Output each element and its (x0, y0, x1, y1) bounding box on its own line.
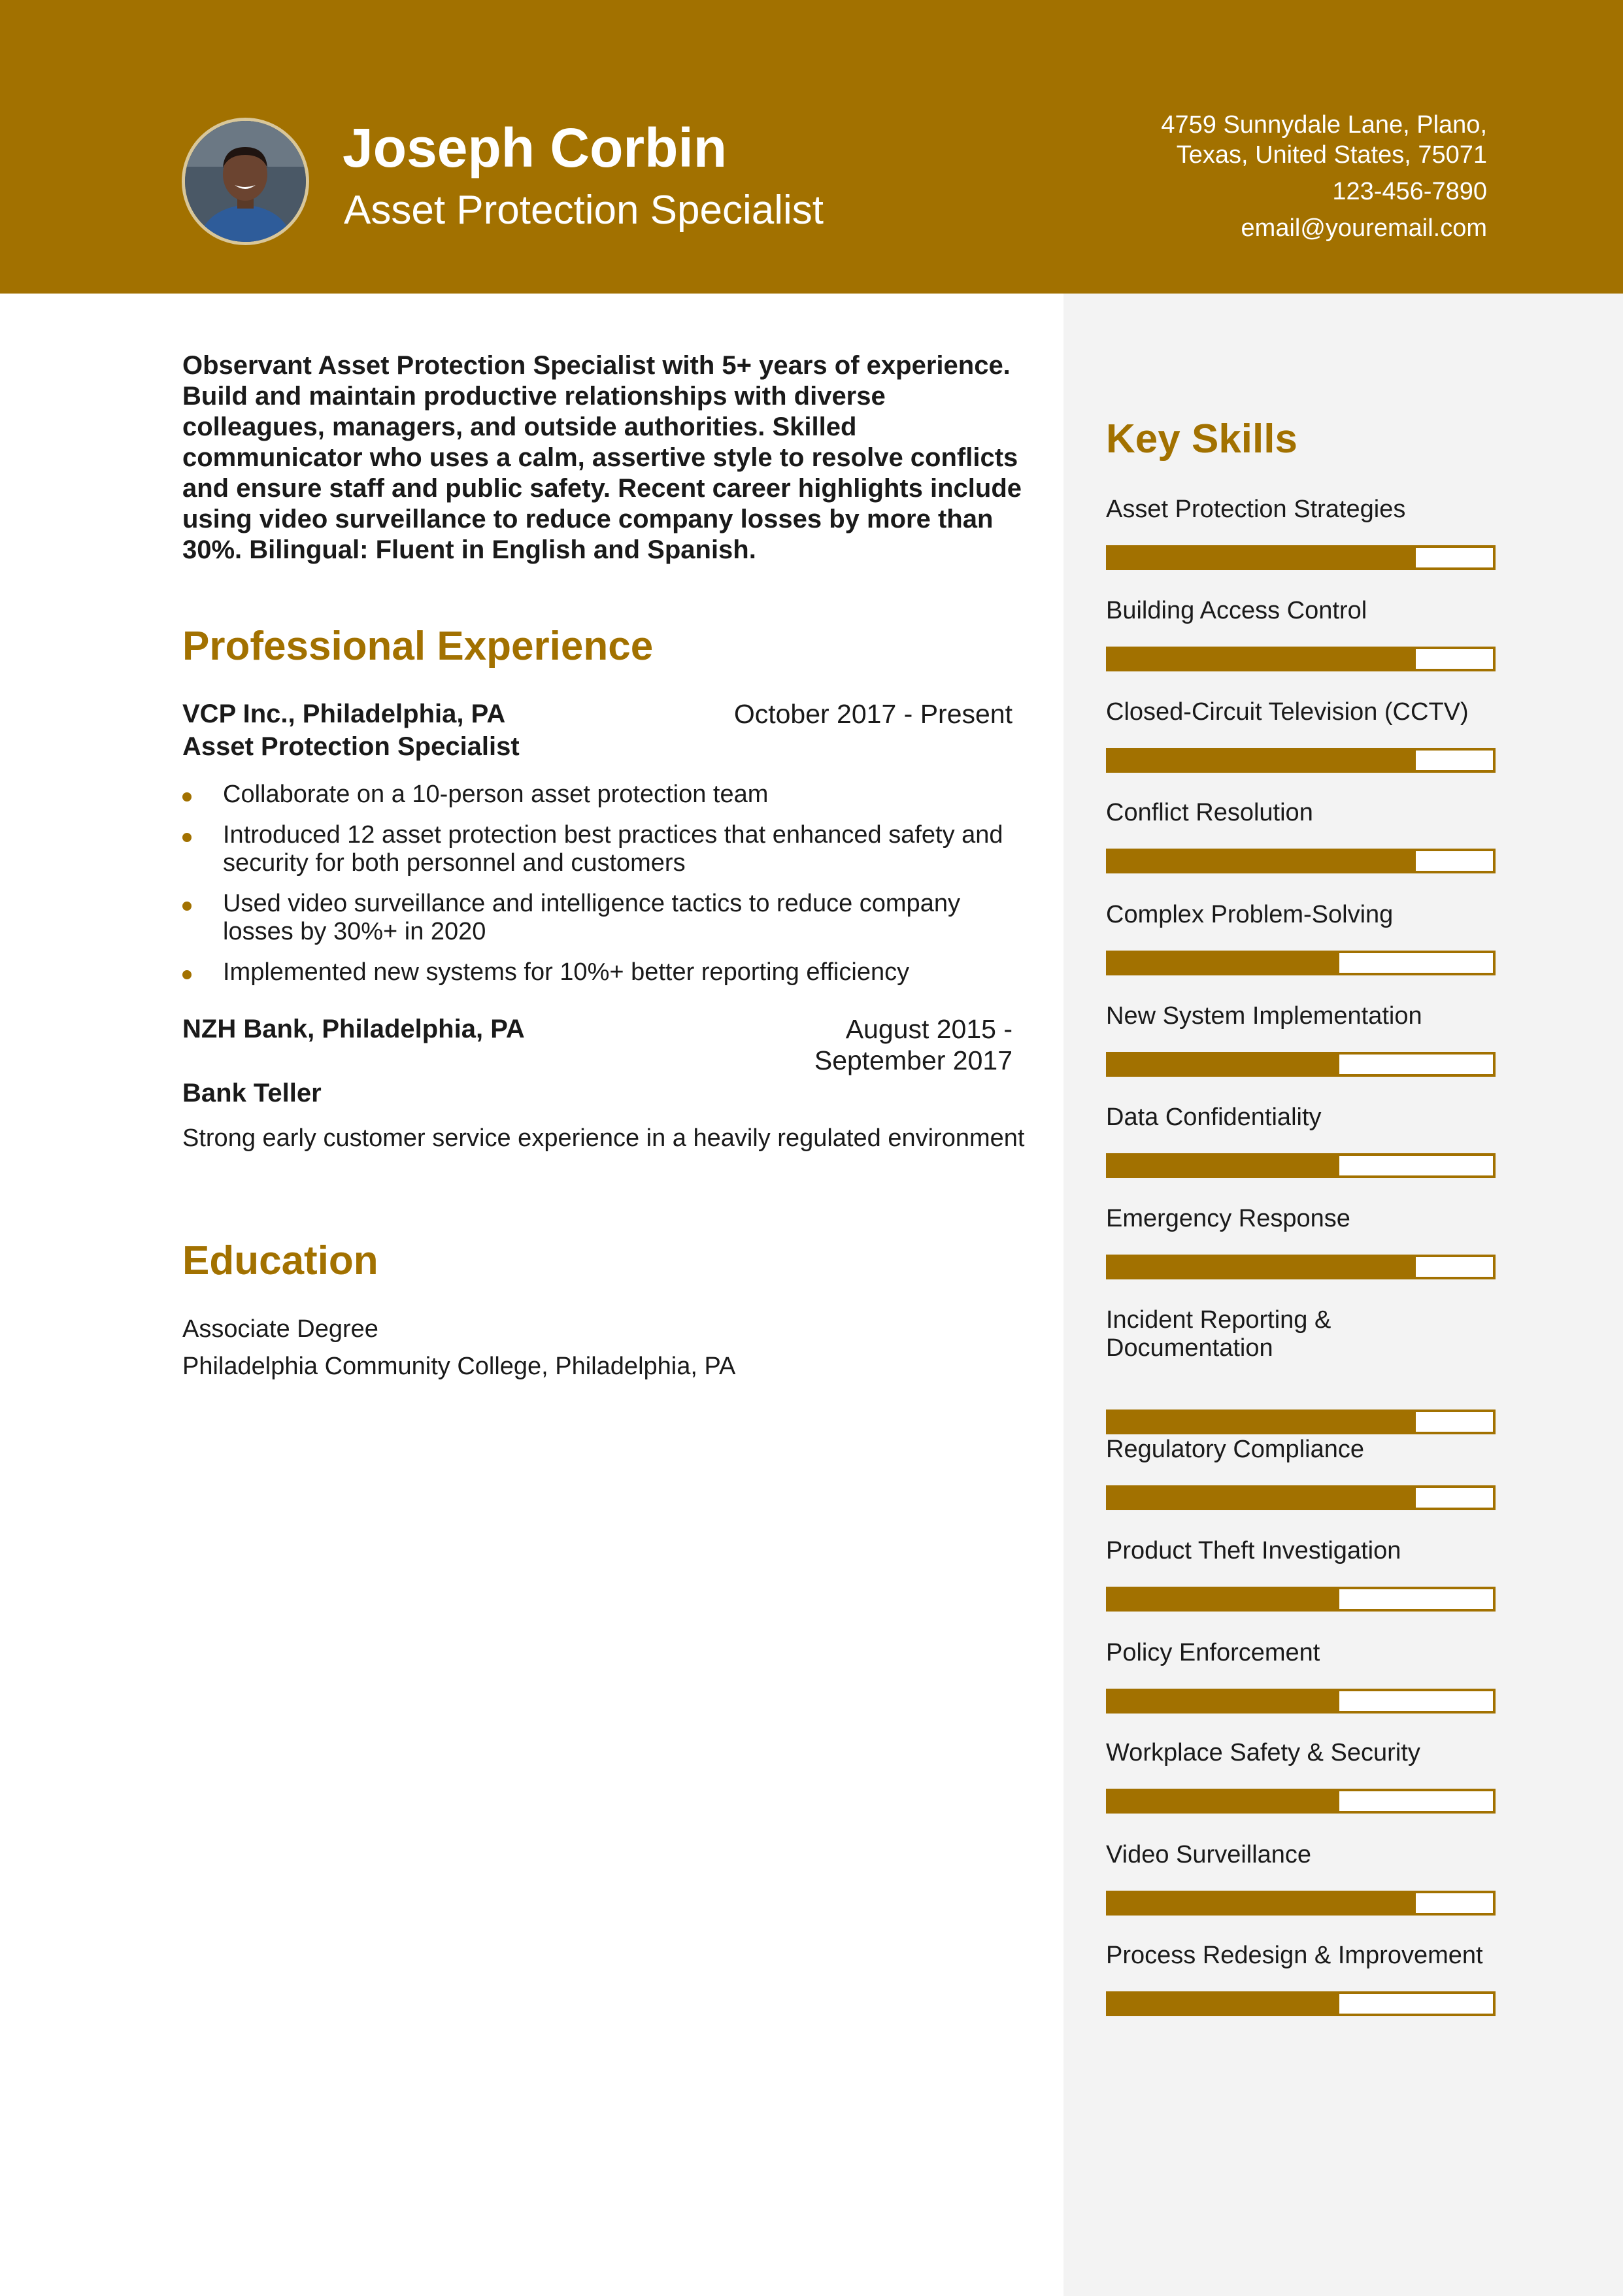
skill-level-bar (1106, 748, 1496, 773)
skill-level-fill (1109, 851, 1416, 871)
skill-item (1106, 1205, 1496, 1233)
skill-level-fill (1109, 1055, 1339, 1074)
skill-level-bar (1106, 849, 1496, 873)
list-item: Introduced 12 asset protection best practices that enhanced safety and security for both personnel and customers (182, 821, 1026, 877)
skills-heading: Key Skills (1106, 416, 1297, 462)
skill-item (1106, 597, 1496, 625)
skill-item (1106, 901, 1496, 929)
job-description: Strong early customer service experience in a heavily regulated environment (182, 1124, 1025, 1152)
job-role: Asset Protection Specialist (182, 732, 520, 761)
skill-label: Asset Protection Strategies (1106, 496, 1406, 523)
skill-level-fill (1109, 649, 1416, 669)
skill-label: Video Surveillance (1106, 1841, 1312, 1868)
skill-label: Emergency Response (1106, 1205, 1350, 1232)
profile-photo (185, 121, 306, 242)
candidate-name: Joseph Corbin (343, 117, 728, 178)
skill-item (1106, 799, 1496, 827)
list-item: Used video surveillance and intelligence tactics to reduce company losses by 30%+ in 2020 (182, 890, 1026, 946)
skill-label: Incident Reporting & Documentation (1106, 1306, 1331, 1362)
skill-label: Process Redesign & Improvement (1106, 1942, 1483, 1969)
education-heading: Education (182, 1238, 378, 1283)
experience-heading: Professional Experience (182, 624, 654, 669)
skill-level-bar (1106, 1052, 1496, 1077)
summary-paragraph: Observant Asset Protection Specialist with 5+ years of experience. Build and maintain productive relationships with diverse colleagues, managers, and outside authorities. Skilled communicator who uses a calm, assertive style to resolve conflicts and ensure staff and public safety. Recent career highlights include using video surveillance to reduce company losses by more than 30%. Bilingual: Fluent in English and Spanish. (182, 351, 1022, 564)
skill-level-bar (1106, 1891, 1496, 1916)
skill-level-fill (1109, 1691, 1339, 1711)
skill-level-fill (1109, 1412, 1416, 1432)
job-dates: October 2017 - Present (733, 699, 1012, 729)
skill-label: Conflict Resolution (1106, 799, 1313, 826)
skill-label: Regulatory Compliance (1106, 1436, 1364, 1463)
skill-level-bar (1106, 1789, 1496, 1814)
bullet-dot-icon (182, 970, 192, 979)
job-role: Bank Teller (182, 1079, 322, 1107)
bullet-dot-icon (182, 792, 192, 802)
bullet-dot-icon (182, 902, 192, 911)
skill-item (1106, 698, 1496, 726)
skill-item (1106, 1739, 1496, 1767)
skill-item (1106, 1002, 1496, 1030)
skill-label: Product Theft Investigation (1106, 1537, 1401, 1564)
candidate-title: Asset Protection Specialist (344, 188, 824, 233)
skill-level-bar (1106, 1255, 1496, 1279)
skill-level-fill (1109, 1156, 1339, 1175)
job-company: VCP Inc., Philadelphia, PA (182, 700, 506, 728)
skill-item (1106, 1841, 1496, 1869)
address-line-1: 4759 Sunnydale Lane, Plano, (1161, 111, 1487, 139)
avatar (182, 118, 309, 245)
skill-label: Workplace Safety & Security (1106, 1739, 1420, 1766)
header-banner (0, 0, 1623, 294)
skill-level-fill (1109, 751, 1416, 770)
skill-level-bar (1106, 647, 1496, 671)
job-bullet-list (182, 781, 1026, 999)
phone-number: 123-456-7890 (1332, 178, 1487, 205)
skill-level-bar (1106, 1410, 1496, 1434)
skill-level-fill (1109, 1994, 1339, 2014)
skill-item (1106, 1537, 1496, 1565)
skill-item (1106, 1942, 1496, 1970)
job-company: NZH Bank, Philadelphia, PA (182, 1015, 525, 1043)
job-dates: August 2015 - September 2017 (814, 1014, 1012, 1075)
skill-level-fill (1109, 953, 1339, 973)
skill-level-fill (1109, 1791, 1339, 1811)
education-school: Philadelphia Community College, Philadelphia, PA (182, 1353, 736, 1380)
skill-item (1106, 1306, 1496, 1362)
skill-level-bar (1106, 1689, 1496, 1714)
skill-item (1106, 496, 1496, 524)
address-line-2: Texas, United States, 75071 (1176, 141, 1487, 169)
skill-label: Complex Problem-Solving (1106, 901, 1394, 928)
skill-level-bar (1106, 1153, 1496, 1178)
skill-label: Closed-Circuit Television (CCTV) (1106, 698, 1469, 726)
skill-level-bar (1106, 545, 1496, 570)
skill-level-fill (1109, 1257, 1416, 1277)
contact-info (1161, 110, 1487, 243)
skill-item (1106, 1639, 1496, 1667)
skill-level-bar (1106, 1991, 1496, 2016)
skill-level-fill (1109, 1488, 1416, 1508)
skill-level-bar (1106, 951, 1496, 975)
bullet-dot-icon (182, 833, 192, 842)
skill-label: Policy Enforcement (1106, 1639, 1320, 1666)
email-address: email@youremail.com (1241, 214, 1487, 242)
skill-level-fill (1109, 1893, 1416, 1913)
skill-label: New System Implementation (1106, 1002, 1422, 1030)
skill-level-bar (1106, 1485, 1496, 1510)
skill-level-fill (1109, 548, 1416, 567)
list-item: Implemented new systems for 10%+ better reporting efficiency (182, 958, 1026, 987)
skill-level-bar (1106, 1587, 1496, 1612)
list-item: Collaborate on a 10-person asset protection team (182, 781, 1026, 809)
skill-label: Building Access Control (1106, 597, 1367, 624)
skill-item (1106, 1436, 1496, 1464)
education-degree: Associate Degree (182, 1315, 378, 1343)
skill-item (1106, 1104, 1496, 1132)
skill-level-fill (1109, 1589, 1339, 1609)
skill-label: Data Confidentiality (1106, 1104, 1322, 1131)
